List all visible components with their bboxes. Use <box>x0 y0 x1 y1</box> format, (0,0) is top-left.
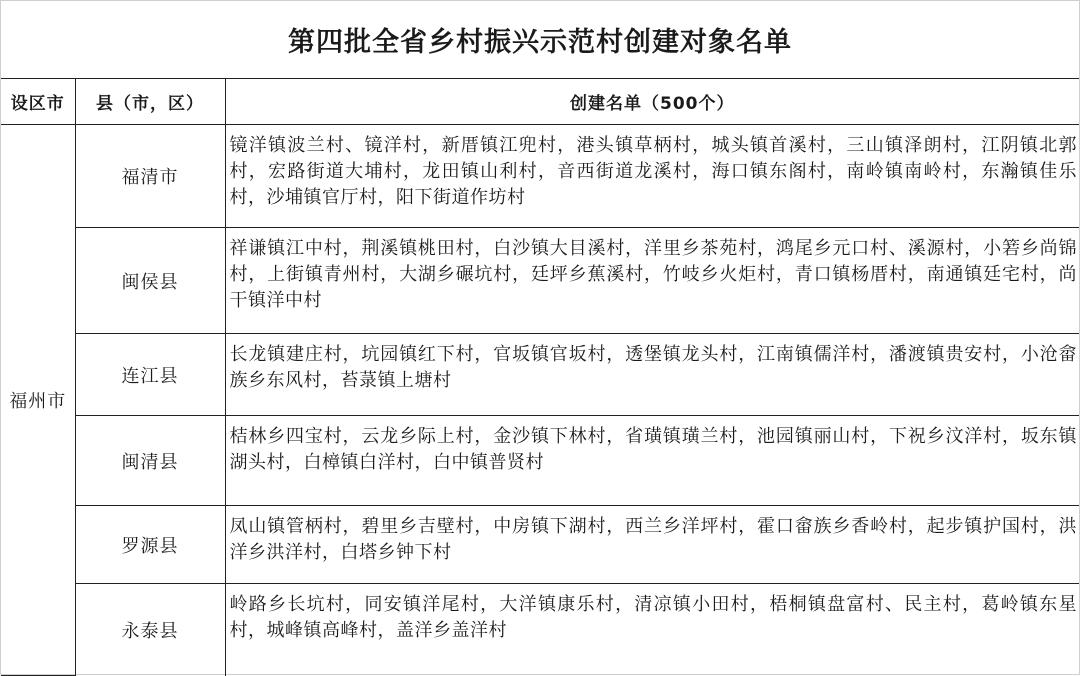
table-row <box>1 416 1079 506</box>
county-cell: 连江县 <box>75 334 225 416</box>
header-county: 县（市，区） <box>75 79 225 125</box>
document-title: 第四批全省乡村振兴示范村创建对象名单 <box>1 1 1079 79</box>
names-cell: 岭路乡长坑村，同安镇洋尾村，大洋镇康乐村，清凉镇小田村，梧桐镇盘富村、民主村，葛岭镇东星村，城峰镇高峰村，盖洋乡盖洋村 <box>225 584 1079 676</box>
table-row <box>1 228 1079 334</box>
table-row <box>1 125 1079 228</box>
names-cell: 镜洋镇波兰村、镜洋村，新厝镇江兜村，港头镇草柄村，城头镇首溪村，三山镇泽朗村，江阴镇北郭村，宏路街道大埔村，龙田镇山利村，音西街道龙溪村，海口镇东阁村，南岭镇南岭村，东瀚镇佳乐村，沙埔镇官厅村，阳下街道作坊村 <box>225 125 1079 228</box>
names-cell: 桔林乡四宝村，云龙乡际上村，金沙镇下林村，省璜镇璜兰村，池园镇丽山村，下祝乡汶洋村，坂东镇湖头村，白樟镇白洋村，白中镇普贤村 <box>225 416 1079 506</box>
city-cell: 福州市 <box>1 125 75 676</box>
county-cell: 闽侯县 <box>75 228 225 334</box>
table-row <box>1 584 1079 676</box>
names-cell: 长龙镇建庄村，坑园镇红下村，官坂镇官坂村，透堡镇龙头村，江南镇儒洋村，潘渡镇贵安村，小沧畲族乡东风村，苔菉镇上塘村 <box>225 334 1079 416</box>
table-header-row <box>1 79 1079 125</box>
names-cell: 凤山镇管柄村，碧里乡吉壁村，中房镇下湖村，西兰乡洋坪村，霍口畲族乡香岭村，起步镇护国村，洪洋乡洪洋村，白塔乡钟下村 <box>225 506 1079 584</box>
county-cell: 永泰县 <box>75 584 225 676</box>
header-names: 创建名单（500个） <box>225 79 1079 125</box>
header-city: 设区市 <box>1 79 75 125</box>
names-cell: 祥谦镇江中村，荆溪镇桃田村，白沙镇大目溪村，洋里乡茶苑村，鸿尾乡元口村、溪源村，小箬乡尚锦村，上街镇青州村，大湖乡碾坑村，廷坪乡蕉溪村，竹岐乡火炬村，青口镇杨厝村，南通镇廷宅村，尚干镇洋中村 <box>225 228 1079 334</box>
table-row <box>1 334 1079 416</box>
county-cell: 罗源县 <box>75 506 225 584</box>
county-cell: 福清市 <box>75 125 225 228</box>
county-cell: 闽清县 <box>75 416 225 506</box>
village-list-table <box>1 79 1079 676</box>
table-row <box>1 506 1079 584</box>
